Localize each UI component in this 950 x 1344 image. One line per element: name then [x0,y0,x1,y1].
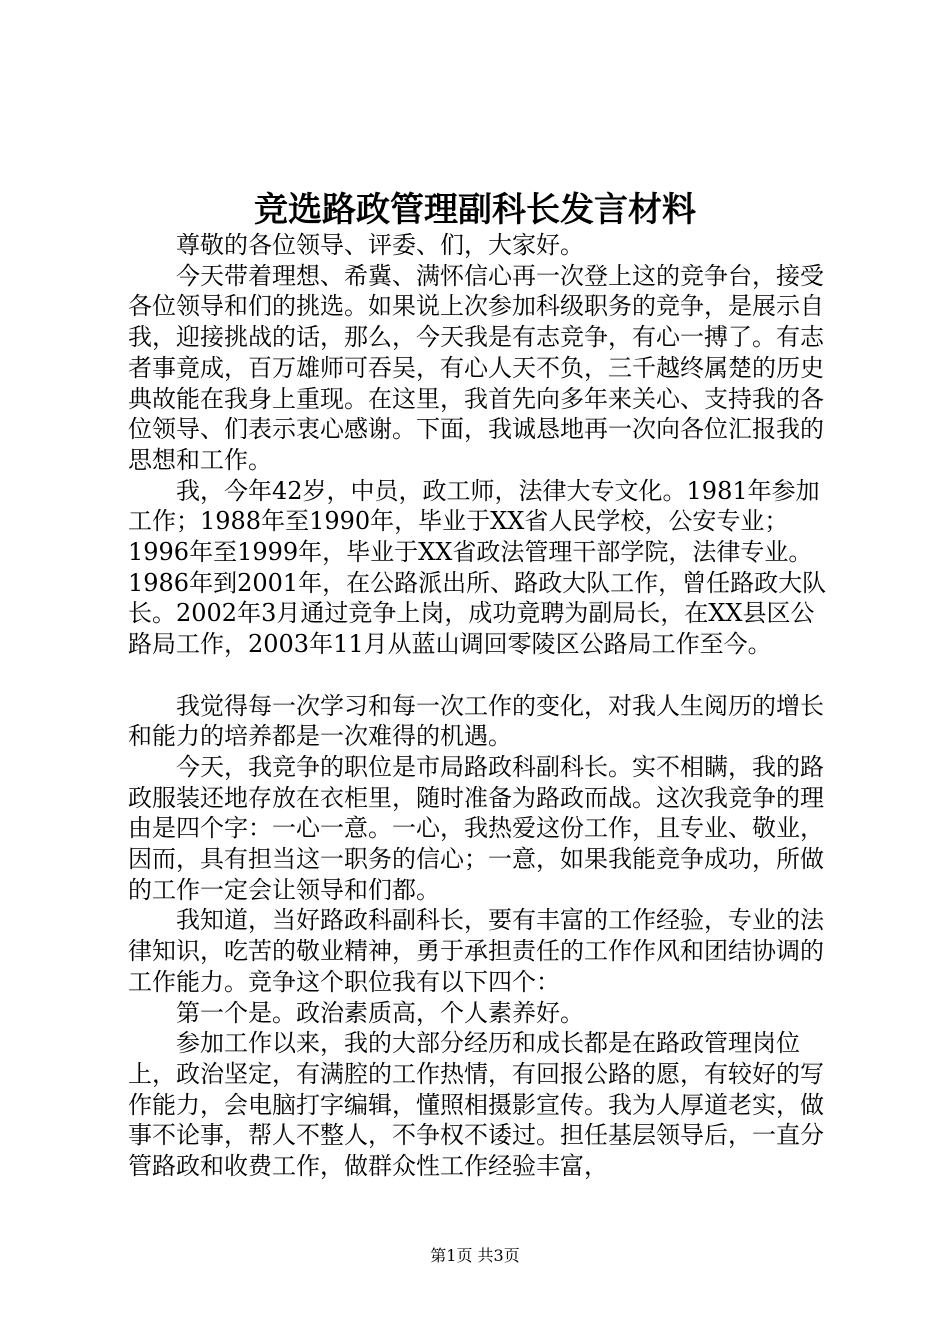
paragraph-spacer [128,660,832,691]
paragraph-requirements: 我知道，当好路政科副科长，要有丰富的工作经验，专业的法律知识，吃苦的敬业精神，勇于承担责任的工作作风和团结协调的工作能力。竞争这个职位我有以下四个： [128,906,824,996]
page-footer: 第1页 共3页 [430,1246,520,1265]
paragraph-reflection: 我觉得每一次学习和每一次工作的变化，对我人生阅历的增长和能力的培养都是一次难得的机遇。 [128,691,824,751]
paragraph-background: 我，今年42岁，中员，政工师，法律大专文化。1981年参加工作；1988年至1990年，毕业于XX省人民学校，公安专业；1996年至1999年，毕业于XX省政法管理干部学院，法律专业。1986年到2001年，在公路派出所、路政大队工作，曾任路政大队长。2002年3月通过竞争上岗，成功竟聘为副局长，在XX县区公路局工作，2003年11月从蓝山调回零陵区公路局工作至今。 [128,476,827,659]
paragraph-experience: 参加工作以来，我的大部分经历和成长都是在路政管理岗位上，政治坚定，有满腔的工作热情，有回报公路的愿，有较好的写作能力，会电脑打字编辑，懂照相摄影宣传。我为人厚道老实，做事不论事，帮人不整人，不争权不诿过。担任基层领导后，一直分管路政和收费工作，做群众性工作经验丰富， [128,1029,824,1181]
paragraph-greeting: 尊敬的各位领导、评委、们，大家好。 [176,231,584,259]
document-body [128,230,832,1182]
paragraph-position: 今天，我竞争的职位是市局路政科副科长。实不相瞒，我的路政服装还地存放在衣柜里，随时准备为路政而战。这次我竞争的理由是四个字：一心一意。一心，我热爱这份工作，且专业、敬业，因而，具有担当这一职务的信心；一意，如果我能竞争成功，所做的工作一定会让领导和们都。 [128,752,824,904]
paragraph-opening: 今天带着理想、希冀、满怀信心再一次登上这的竞争台，接受各位领导和们的挑选。如果说上次参加科级职务的竞争，是展示自我，迎接挑战的话，那么，今天我是有志竞争，有心一搏了。有志者事竟成，百万雄师可吞吴，有心人天不负，三千越终属楚的历史典故能在我身上重现。在这里，我首先向多年来关心、支持我的各位领导、们表示衷心感谢。下面，我诚恳地再一次向各位汇报我的思想和工作。 [128,261,824,474]
paragraph-first-point: 第一个是。政治素质高，个人素养好。 [176,998,584,1027]
document-title: 竞选路政管理副科长发言材料 [254,190,696,230]
